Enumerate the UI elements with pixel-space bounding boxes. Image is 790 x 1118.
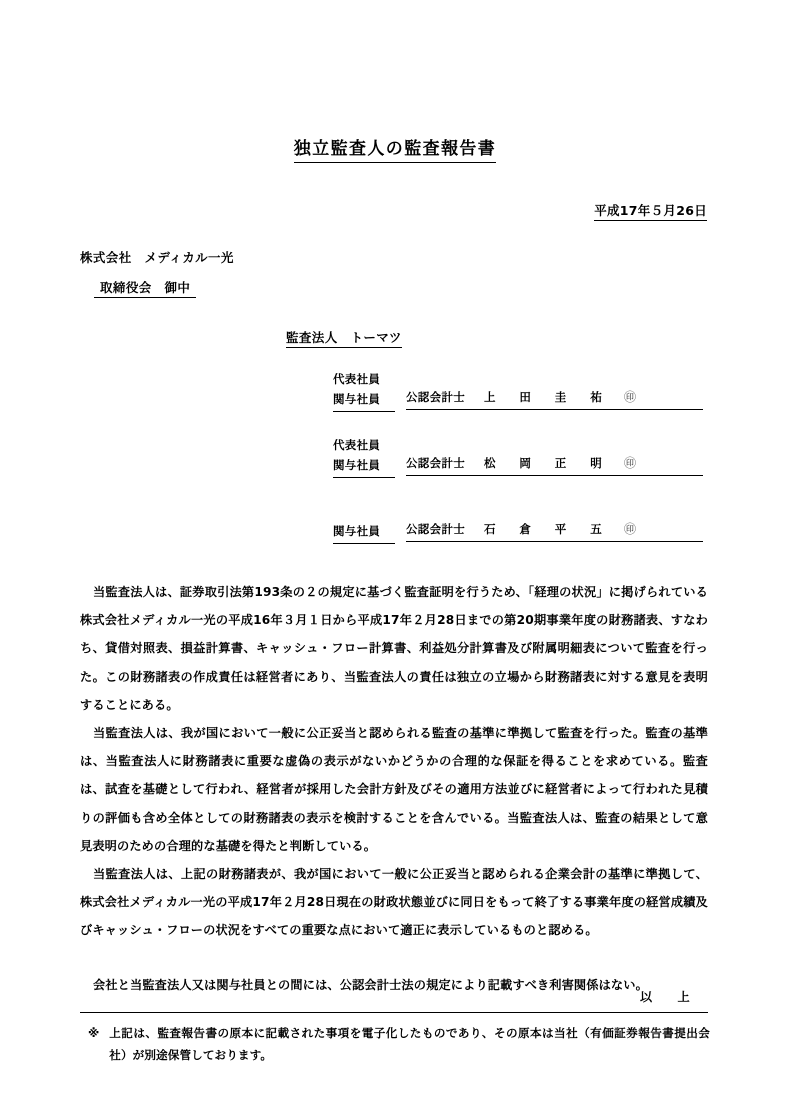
signature-roles — [333, 521, 395, 544]
footnote-text: 上記は、監査報告書の原本に記載された事項を電子化したものであり、その原本は当社（有価証券報告書提出会社）が別途保管しております。 — [109, 1026, 710, 1062]
body-paragraph-standards: 当監査法人は、我が国において一般に公正妥当と認められる監査の基準に準拠して監査を行った。監査の基準は、当監査法人に財務諸表に重要な虚偽の表示がないかどうかの合理的な保証を得ることを求めている。監査は、試査を基礎として行われ、経営者が採用した会計方針及びその適用方法並びに経営者によって行われた見積りの評価も含め全体としての財務諸表の表示を検討することを含んでいる。当監査法人は、監査の結果として意見表明のための合理的な基礎を得たと判断している。 — [80, 726, 708, 853]
footnote-mark-icon: ※ — [88, 1026, 100, 1040]
audit-firm-block — [286, 327, 402, 348]
date-container — [594, 200, 707, 221]
body-paragraph-opinion: 当監査法人は、上記の財務諸表が、我が国において一般に公正妥当と認められる企業会計の基準に準拠して、株式会社メディカル一光の平成17年２月28日現在の財政状態並びに同日をもって終了する事業年度の経営成績及びキャッシュ・フローの状況をすべての重要な点において適正に表示しているものと認める。 — [80, 867, 708, 938]
signature-role-primary: 代表社員 — [333, 438, 381, 452]
seal-icon: ㊞ — [624, 522, 637, 536]
signature-name-line — [406, 455, 703, 476]
title-container — [0, 138, 790, 163]
closing-block — [80, 988, 708, 1005]
footnote-block — [88, 1022, 710, 1066]
signature-person-name: 上 田 圭 祐 — [484, 390, 602, 404]
signature-qualification: 公認会計士 — [406, 522, 465, 536]
signature-name-line — [406, 521, 703, 542]
signature-qualification: 公認会計士 — [406, 390, 465, 404]
body-paragraph-scope: 当監査法人は、証券取引法第193条の２の規定に基づく監査証明を行うため、「経理の状況」に掲げられている株式会社メディカル一光の平成16年３月１日から平成17年２月28日までの第20期事業年度の財務諸表、すなわち、貸借対照表、損益計算書、キャッシュ・フロー計算書、利益処分計算書及び附属明細表について監査を行った。この財務諸表の作成責任は経営者にあり、当監査法人の責任は独立の立場から財務諸表に対する意見を表明することにある。 — [80, 585, 708, 712]
signature-row — [333, 369, 703, 435]
seal-icon: ㊞ — [624, 456, 637, 470]
signature-role-primary: 関与社員 — [333, 524, 381, 538]
body-paragraph-interest: 会社と当監査法人又は関与社員との間には、公認会計士法の規定により記載すべき利害関係はない。 — [93, 977, 648, 992]
signature-name-line — [406, 389, 703, 410]
signature-role-primary: 代表社員 — [333, 372, 381, 386]
audit-firm-name: 監査法人 トーマツ — [286, 328, 402, 348]
signature-role-secondary: 関与社員 — [333, 458, 381, 472]
report-body — [80, 578, 708, 999]
report-date: 平成17年５月26日 — [594, 201, 707, 221]
signature-roles — [333, 369, 395, 412]
signature-row — [333, 435, 703, 501]
addressee-board-row — [80, 277, 234, 298]
addressee-company: 株式会社 メディカル一光 — [80, 250, 234, 265]
page-title: 独立監査人の監査報告書 — [294, 138, 496, 163]
signature-list — [333, 369, 703, 567]
signature-person-name: 松 岡 正 明 — [484, 456, 602, 470]
footer-divider — [80, 1012, 708, 1013]
signature-role-secondary: 関与社員 — [333, 392, 381, 406]
signature-row — [333, 501, 703, 567]
seal-icon: ㊞ — [624, 390, 637, 404]
signature-person-name: 石 倉 平 五 — [484, 522, 602, 536]
addressee-block — [80, 248, 234, 298]
signature-qualification: 公認会計士 — [406, 456, 465, 470]
addressee-board: 取締役会 御中 — [94, 278, 196, 298]
signature-roles — [333, 435, 395, 478]
closing-ijou: 以 上 — [640, 990, 690, 1004]
